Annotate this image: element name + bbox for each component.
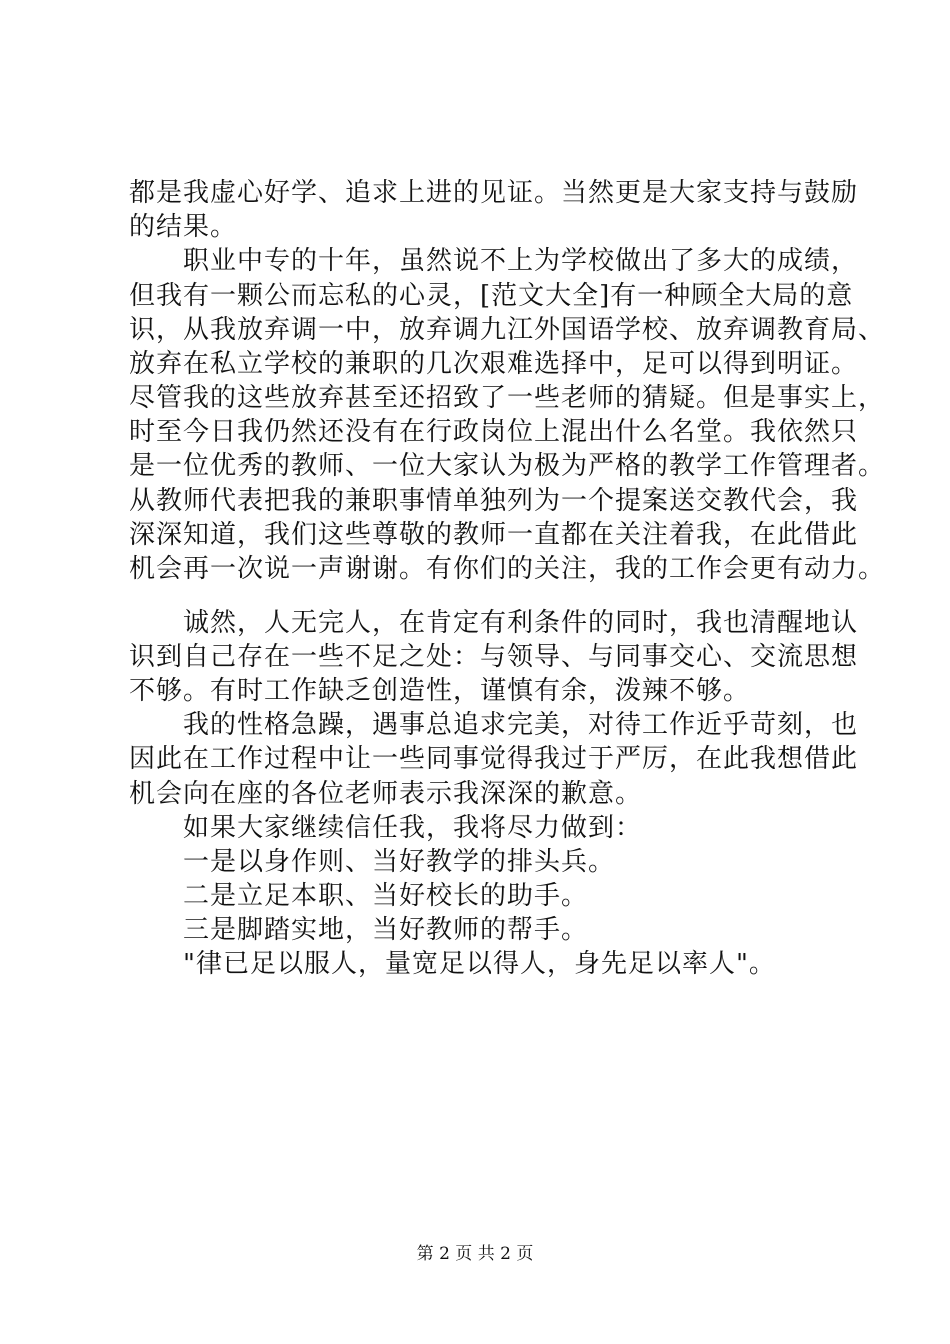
body-text-line: 机会向在座的各位老师表示我深深的歉意。 bbox=[129, 779, 643, 809]
body-text-line: 因此在工作过程中让一些同事觉得我过于严厉，在此我想借此 bbox=[129, 744, 859, 774]
body-text-line: 诚然，人无完人，在肯定有利条件的同时，我也清醒地认 bbox=[129, 608, 859, 638]
body-text-line: 我的性格急躁，遇事总追求完美，对待工作近乎苛刻，也 bbox=[129, 710, 859, 740]
body-text-line: 但我有一颗公而忘私的心灵，[范文大全]有一种顾全大局的意 bbox=[129, 281, 854, 311]
body-text-line: 一是以身作则、当好教学的排头兵。 bbox=[129, 847, 616, 877]
body-text-line: 深深知道，我们这些尊敬的教师一直都在关注着我，在此借此 bbox=[129, 520, 859, 550]
page-number-footer: 第 2 页 共 2 页 bbox=[416, 1244, 534, 1264]
body-text-line: 是一位优秀的教师、一位大家认为极为严格的教学工作管理者。 bbox=[129, 451, 886, 481]
body-text-line: 放弃在私立学校的兼职的几次艰难选择中，足可以得到明证。 bbox=[129, 349, 859, 379]
body-text-line: 尽管我的这些放弃甚至还招致了一些老师的猜疑。但是事实上， bbox=[129, 383, 886, 413]
body-text-line: 二是立足本职、当好校长的助手。 bbox=[129, 881, 589, 911]
body-text-line: 职业中专的十年，虽然说不上为学校做出了多大的成绩， bbox=[129, 246, 859, 276]
body-text-line: 不够。有时工作缺乏创造性，谨慎有余，泼辣不够。 bbox=[129, 676, 751, 706]
body-text-line: 如果大家继续信任我，我将尽力做到： bbox=[129, 813, 643, 843]
body-text-line: 从教师代表把我的兼职事情单独列为一个提案送交教代会，我 bbox=[129, 486, 859, 516]
body-text-line: 三是脚踏实地，当好教师的帮手。 bbox=[129, 915, 589, 945]
body-text-line: 的结果。 bbox=[129, 212, 238, 242]
body-text-line: 都是我虚心好学、追求上进的见证。当然更是大家支持与鼓励 bbox=[129, 178, 859, 208]
body-text-line: "律已足以服人，量宽足以得人，身先足以率人"。 bbox=[129, 949, 776, 979]
body-text-line: 识，从我放弃调一中，放弃调九江外国语学校、放弃调教育局、 bbox=[129, 315, 886, 345]
body-text-line: 识到自己存在一些不足之处：与领导、与同事交心、交流思想 bbox=[129, 642, 859, 672]
body-text-line: 机会再一次说一声谢谢。有你们的关注，我的工作会更有动力。 bbox=[129, 554, 886, 584]
body-text-line: 时至今日我仍然还没有在行政岗位上混出什么名堂。我依然只 bbox=[129, 417, 859, 447]
